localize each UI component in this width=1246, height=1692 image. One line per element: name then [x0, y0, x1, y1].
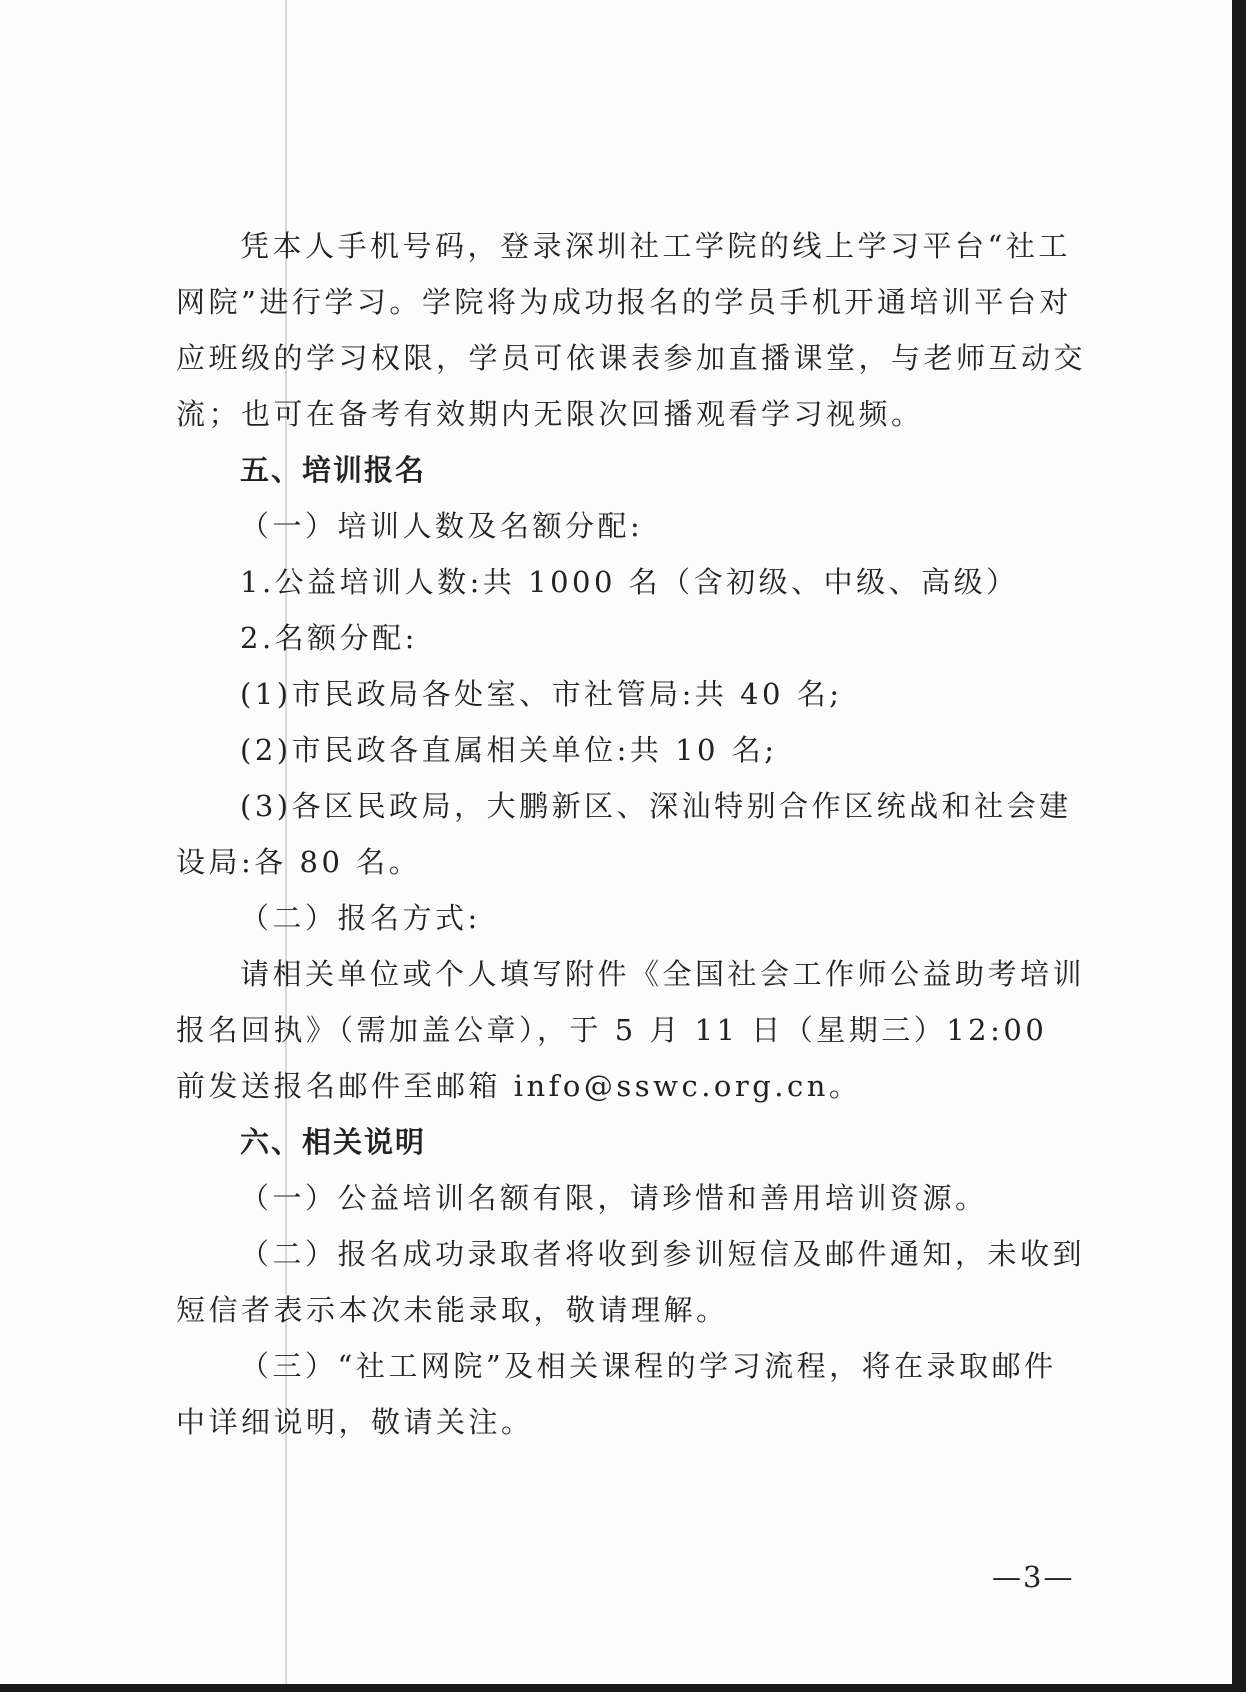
document-body	[176, 218, 1088, 1450]
scan-edge-right	[1232, 0, 1246, 1692]
note-limited-quota: （一）公益培训名额有限，请珍惜和善用培训资源。	[240, 1181, 988, 1215]
item-quota-affiliated-units: (2)市民政各直属相关单位:共 10 名;	[240, 733, 778, 767]
item-quota-districts: (3)各区民政局，大鹏新区、深汕特别合作区统战和社会建设局:各 80 名。	[176, 789, 1072, 879]
item-quota-civil-affairs: (1)市民政局各处室、市社管局:共 40 名;	[240, 677, 843, 711]
note-admission-notification: （二）报名成功录取者将收到参训短信及邮件通知，未收到短信者表示本次未能录取，敬请理解。	[176, 1237, 1086, 1327]
scan-edge-bottom	[0, 1684, 1246, 1692]
item-total-trainees: 1.公益培训人数:共 1000 名（含初级、中级、高级）	[240, 565, 1019, 599]
paragraph-registration-instructions: 请相关单位或个人填写附件《全国社会工作师公益助考培训报名回执》（需加盖公章），于 5 月 11 日（星期三）12:00 前发送报名邮件至邮箱 info@sswc.org.cn。	[176, 957, 1086, 1103]
subsection-registration-method: （二）报名方式:	[240, 901, 481, 935]
note-learning-process: （三）“社工网院”及相关课程的学习流程，将在录取邮件中详细说明，敬请关注。	[176, 1349, 1057, 1439]
section-heading-notes: 六、相关说明	[240, 1125, 427, 1159]
item-quota-allocation: 2.名额分配:	[240, 621, 418, 655]
subsection-quota: （一）培训人数及名额分配:	[240, 509, 644, 543]
section-heading-registration: 五、培训报名	[240, 453, 427, 487]
paragraph-learning-platform: 凭本人手机号码，登录深圳社工学院的线上学习平台“社工网院”进行学习。学院将为成功报名的学员手机开通培训平台对应班级的学习权限，学员可依课表参加直播课堂，与老师互动交流；也可在备考有效期内无限次回播观看学习视频。	[176, 229, 1087, 431]
page-number: —3—	[992, 1560, 1075, 1594]
